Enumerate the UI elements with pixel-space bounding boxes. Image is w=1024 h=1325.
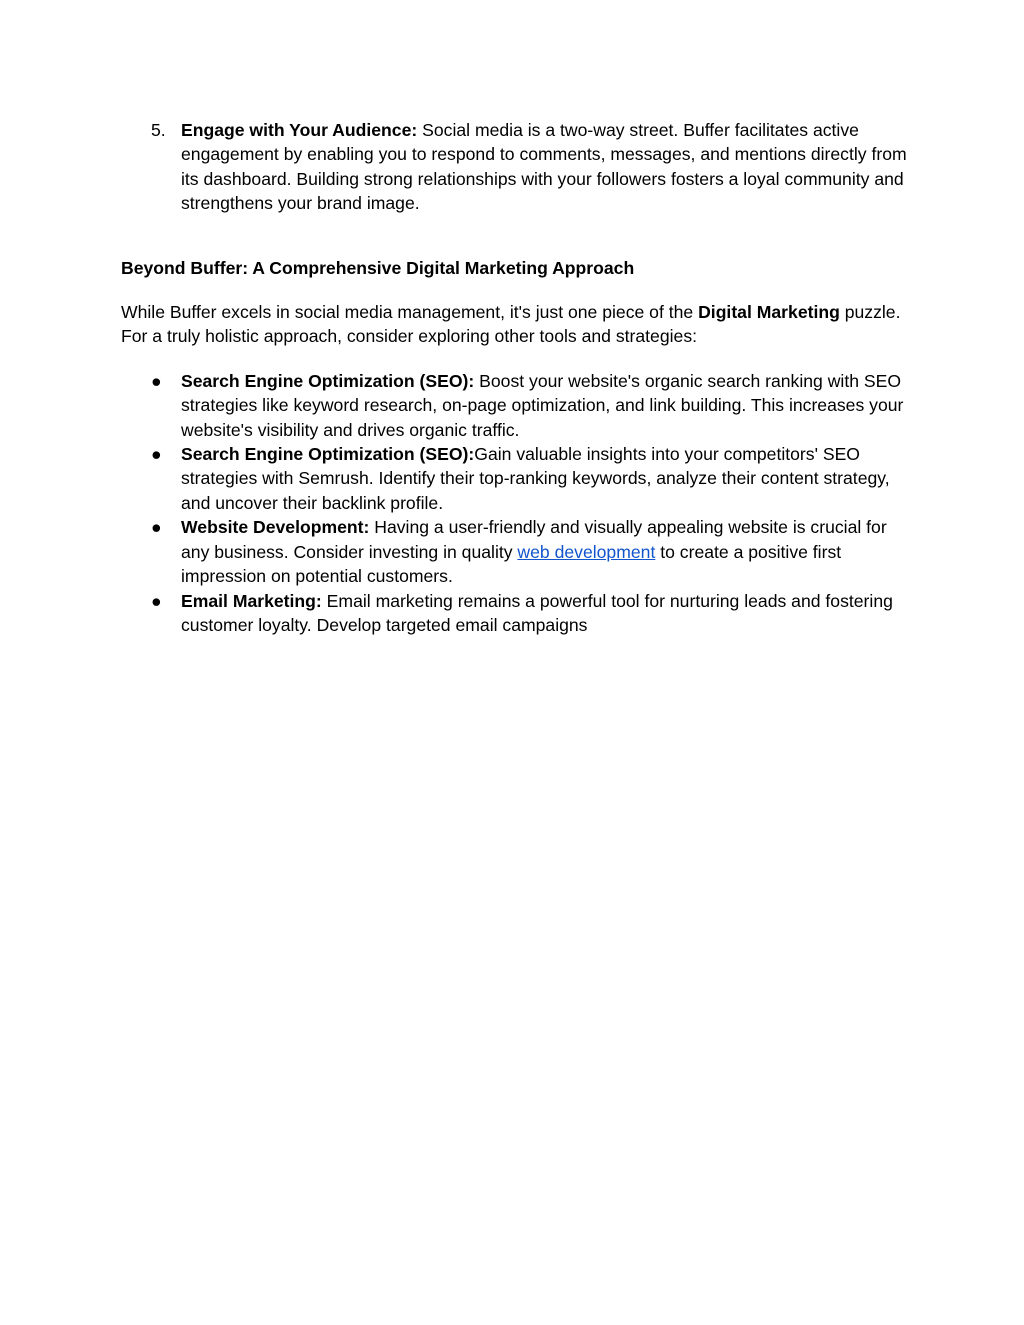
- intro-text-after: puzzle. For a truly holistic approach, consider exploring other tools and strategies:: [121, 302, 901, 347]
- list-number: 5.: [151, 120, 166, 140]
- bullet-title: Search Engine Optimization (SEO):: [181, 370, 475, 391]
- list-item-text: [181, 118, 911, 216]
- bullet-title: Email Marketing:: [181, 590, 322, 611]
- bullet-icon: ●: [151, 590, 162, 611]
- numbered-list-item: [121, 118, 911, 216]
- section-heading: Beyond Buffer: A Comprehensive Digital Marketing Approach: [121, 257, 635, 278]
- bullet-body-after: to create a positive first impression on potential customers.: [181, 541, 842, 587]
- bullet-icon: ●: [151, 370, 162, 391]
- bullet-list: [121, 369, 911, 637]
- bullet-title: Search Engine Optimization (SEO):: [181, 444, 475, 465]
- bullet-body: Email marketing remains a powerful tool for nurturing leads and fostering customer loyalty. Develop targeted email campaigns: [181, 590, 893, 635]
- list-item-title: Engage with Your Audience:: [181, 120, 418, 140]
- bullet-icon: ●: [151, 444, 162, 465]
- bullet-text: [181, 369, 911, 442]
- bullet-body: Gain valuable insights into your competitors' SEO strategies with Semrush. Identify their top-ranking keywords, analyze their content strategy, and uncover their backlink profile.: [181, 444, 890, 513]
- bullet-body: Boost your website's organic search ranking with SEO strategies like keyword research, on-page optimization, and link building. This increases your website's visibility and drives organic traffic.: [181, 370, 904, 440]
- bullet-text: [181, 515, 911, 588]
- intro-paragraph: [121, 300, 911, 349]
- bullet-item-seo: [121, 369, 911, 442]
- bullet-body-before: Having a user-friendly and visually appealing website is crucial for any business. Consider investing in quality: [181, 517, 887, 562]
- list-item-body: Social media is a two-way street. Buffer facilitates active engagement by enabling you to respond to comments, messages, and mentions directly from its dashboard. Building strong relationships with your followers fosters a loyal community and strengthens your brand image.: [181, 120, 907, 214]
- bullet-text: [181, 442, 911, 515]
- bullet-item-email-marketing: [121, 589, 911, 638]
- bullet-title: Website Development:: [181, 517, 370, 538]
- bullet-text: [181, 589, 911, 638]
- bullet-icon: ●: [151, 517, 162, 538]
- web-development-link[interactable]: web development: [517, 541, 656, 562]
- bullet-item-seo-semrush: [121, 442, 911, 515]
- intro-bold-text: Digital Marketing: [698, 302, 840, 323]
- bullet-item-website-development: [121, 515, 911, 588]
- document-content: [121, 118, 911, 637]
- intro-text-before: While Buffer excels in social media management, it's just one piece of the: [121, 302, 699, 323]
